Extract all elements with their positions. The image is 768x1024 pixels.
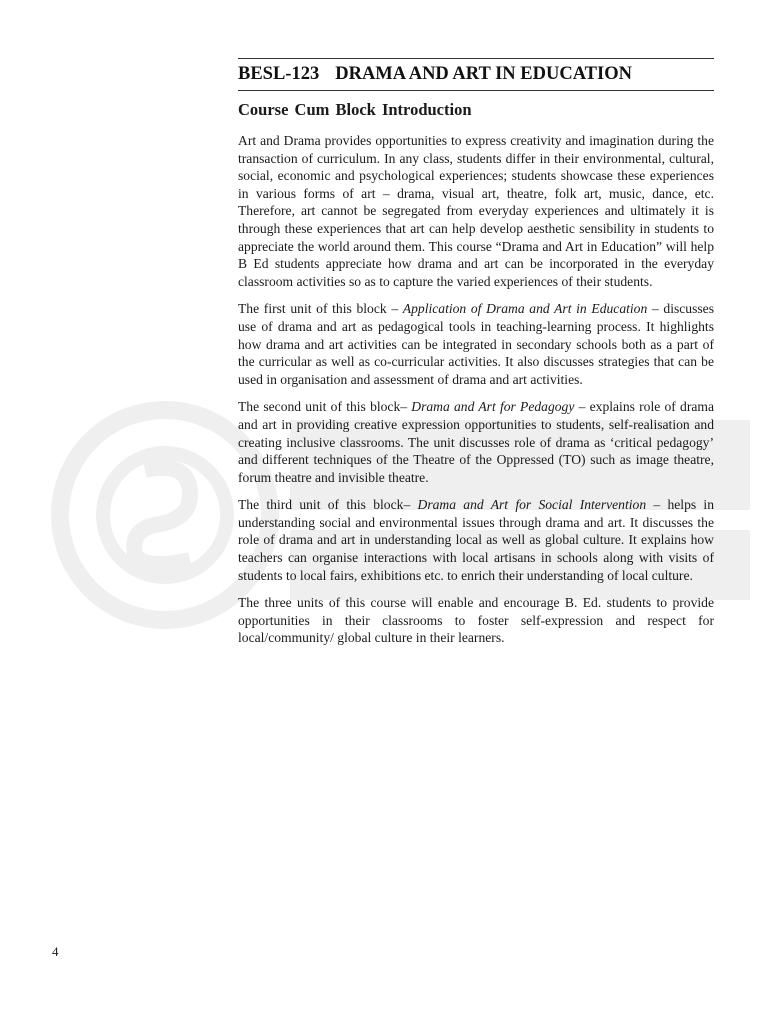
unit-two-text-start: The second unit of this block– xyxy=(238,399,412,415)
block-title: Course Cum Block Introduction xyxy=(238,100,472,119)
intro-paragraph: Art and Drama provides opportunities to express creativity and imagination during the transaction of curriculum. In any class, students differ in their environmental, cultural, social, economic and psychological experiences; students showcase these experiences in various forms of art – drama, visual art, theatre, folk art, music, dance, etc. Therefore, art cannot be segregated from everyday experiences and ultimately it is through these experiences that art can help develop aesthetic sensibility in students to appreciate the world around them. This course “Drama and Art in Education” will help B Ed students appreciate how drama and art can be incorporated in the everyday classroom activities so as to capture the varied experiences of their students. xyxy=(238,133,714,289)
header-bottom-rule xyxy=(238,90,714,91)
unit-two-paragraph xyxy=(238,398,714,486)
page-content xyxy=(238,58,714,657)
course-header xyxy=(238,64,714,85)
unit-two-text-rest: – explains role of drama and art in providing creative expression opportunities to students, self-realisation and creating inclusive classrooms. The unit discusses role of drama as ‘critical pedagogy’ and different techniques of the Theatre of the Oppressed (TO) such as image theatre, forum theatre and invisible theatre. xyxy=(238,399,714,485)
closing-paragraph: The three units of this course will enable and encourage B. Ed. students to provide opportunities in their classrooms to foster self-expression and respect for local/community/ global culture in their learners. xyxy=(238,595,714,646)
page-number: 4 xyxy=(52,944,59,959)
unit-one-text-start: The first unit of this block – xyxy=(238,301,403,317)
unit-three-text-rest: – helps in understanding social and environmental issues through drama and art. It discusses the role of drama and art in understanding local as well as global culture. It explains how teachers can organise interactions with local artisans in schools along with visits of students to local fairs, exhibitions etc. to enrich their understanding of local culture. xyxy=(238,497,714,583)
unit-three-paragraph xyxy=(238,496,714,584)
unit-one-paragraph xyxy=(238,300,714,388)
unit-three-text-start: The third unit of this block– xyxy=(238,497,418,513)
course-title: DRAMA AND ART IN EDUCATION xyxy=(335,64,632,84)
course-code: BESL-123 xyxy=(238,64,320,84)
unit-three-title: Drama and Art for Social Intervention xyxy=(417,497,647,513)
unit-one-title: Application of Drama and Art in Education xyxy=(402,301,648,317)
header-top-rule xyxy=(238,58,714,59)
unit-two-title: Drama and Art for Pedagogy xyxy=(411,399,575,415)
unit-one-text-rest: – discusses use of drama and art as pedagogical tools in teaching-learning process. It highlights how drama and art activities can be integrated in secondary schools both as a part of the curricular as well as co-curricular activities. It also discusses strategies that can be used in organisation and assessment of drama and art activities. xyxy=(238,301,714,387)
